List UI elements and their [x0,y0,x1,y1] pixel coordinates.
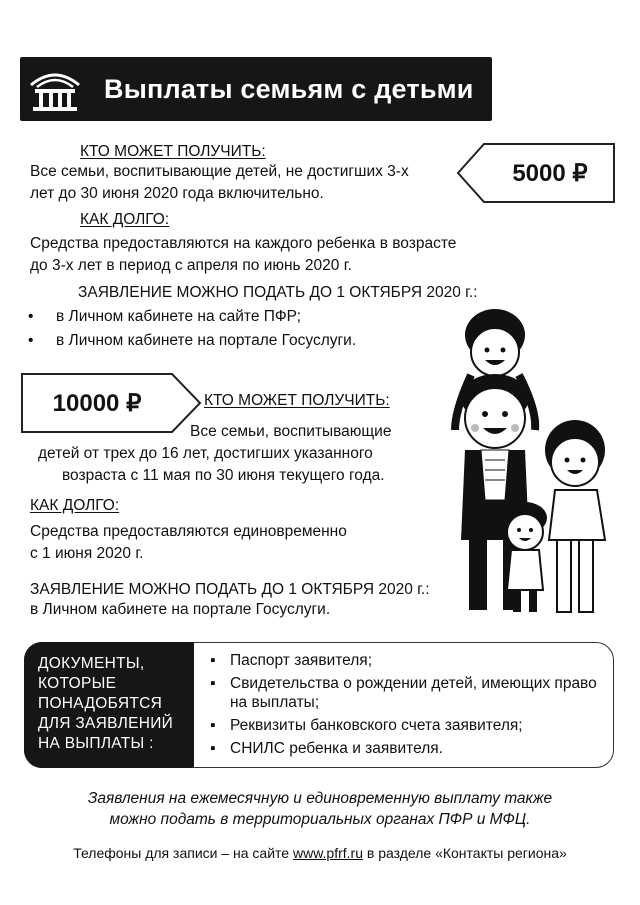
s2-who-line1: Все семьи, воспитывающие [190,423,392,440]
family-illustration [425,300,625,620]
pfrf-link[interactable]: www.pfrf.ru [292,845,363,861]
s1-apply-heading: ЗАЯВЛЕНИЕ МОЖНО ПОДАТЬ ДО 1 ОКТЯБРЯ 2020 г.: [78,284,478,301]
documents-label-line: ДОКУМЕНТЫ, [38,655,145,672]
s2-howlong-line2: с 1 июня 2020 г. [30,545,144,562]
document-item: ▪ Реквизиты банковского счета заявителя; [210,716,610,735]
footer-prefix: Телефоны для записи – на сайте [73,845,293,861]
s1-apply-item-2: • в Личном кабинете на портале Госуслуги. [56,331,356,351]
documents-label-line: ПОНАДОБЯТСЯ [38,695,163,712]
note-line1: Заявления на ежемесячную и единовременную выплату также [87,790,553,807]
documents-label-line: ДЛЯ ЗАЯВЛЕНИЙ [38,715,174,732]
s2-howlong-heading: КАК ДОЛГО: [30,497,120,514]
s2-who-line2: детей от трех до 16 лет, достигших указанного [38,445,373,462]
page-title: Выплаты семьям с детьми [104,73,474,104]
s2-apply-heading: ЗАЯВЛЕНИЕ МОЖНО ПОДАТЬ ДО 1 ОКТЯБРЯ 2020 г.: [30,581,430,598]
amount-10000: 10000 ₽ [52,389,142,417]
pfr-logo-icon [20,57,90,121]
s1-howlong-line1: Средства предоставляются на каждого ребенка в возрасте [30,235,457,252]
documents-list [210,651,610,762]
document-item: ▪ Паспорт заявителя; [210,651,610,670]
s1-who-line1: Все семьи, воспитывающие детей, не достигших 3-х [30,163,409,180]
s1-howlong-heading: КАК ДОЛГО: [80,211,170,228]
header-banner [20,57,492,121]
footer [0,845,640,861]
s1-apply-item-1: • в Личном кабинете на сайте ПФР; [56,307,301,327]
amount-5000: 5000 ₽ [512,159,588,187]
documents-label-line: КОТОРЫЕ [38,675,117,692]
s2-howlong-line1: Средства предоставляются единовременно [30,523,347,540]
s2-who-heading: КТО МОЖЕТ ПОЛУЧИТЬ: [204,392,390,409]
document-item: ▪ Свидетельства о рождении детей, имеющих право на выплаты; [210,674,610,712]
s1-who-heading: КТО МОЖЕТ ПОЛУЧИТЬ: [80,143,266,160]
s1-howlong-line2: до 3-х лет в период с апреля по июнь 2020 г. [30,257,352,274]
footer-suffix: в разделе «Контакты региона» [362,845,567,861]
s1-who-line2: лет до 30 июня 2020 года включительно. [30,185,324,202]
document-item: ▪ СНИЛС ребенка и заявителя. [210,739,610,758]
s2-apply-line: в Личном кабинете на портале Госуслуги. [30,601,331,618]
documents-label [24,642,194,768]
s2-who-line3: возраста с 11 мая по 30 июня текущего года. [62,467,385,484]
note-line2: можно подать в территориальных органах ПФР и МФЦ. [109,811,531,828]
documents-label-line: НА ВЫПЛАТЫ : [38,735,154,752]
